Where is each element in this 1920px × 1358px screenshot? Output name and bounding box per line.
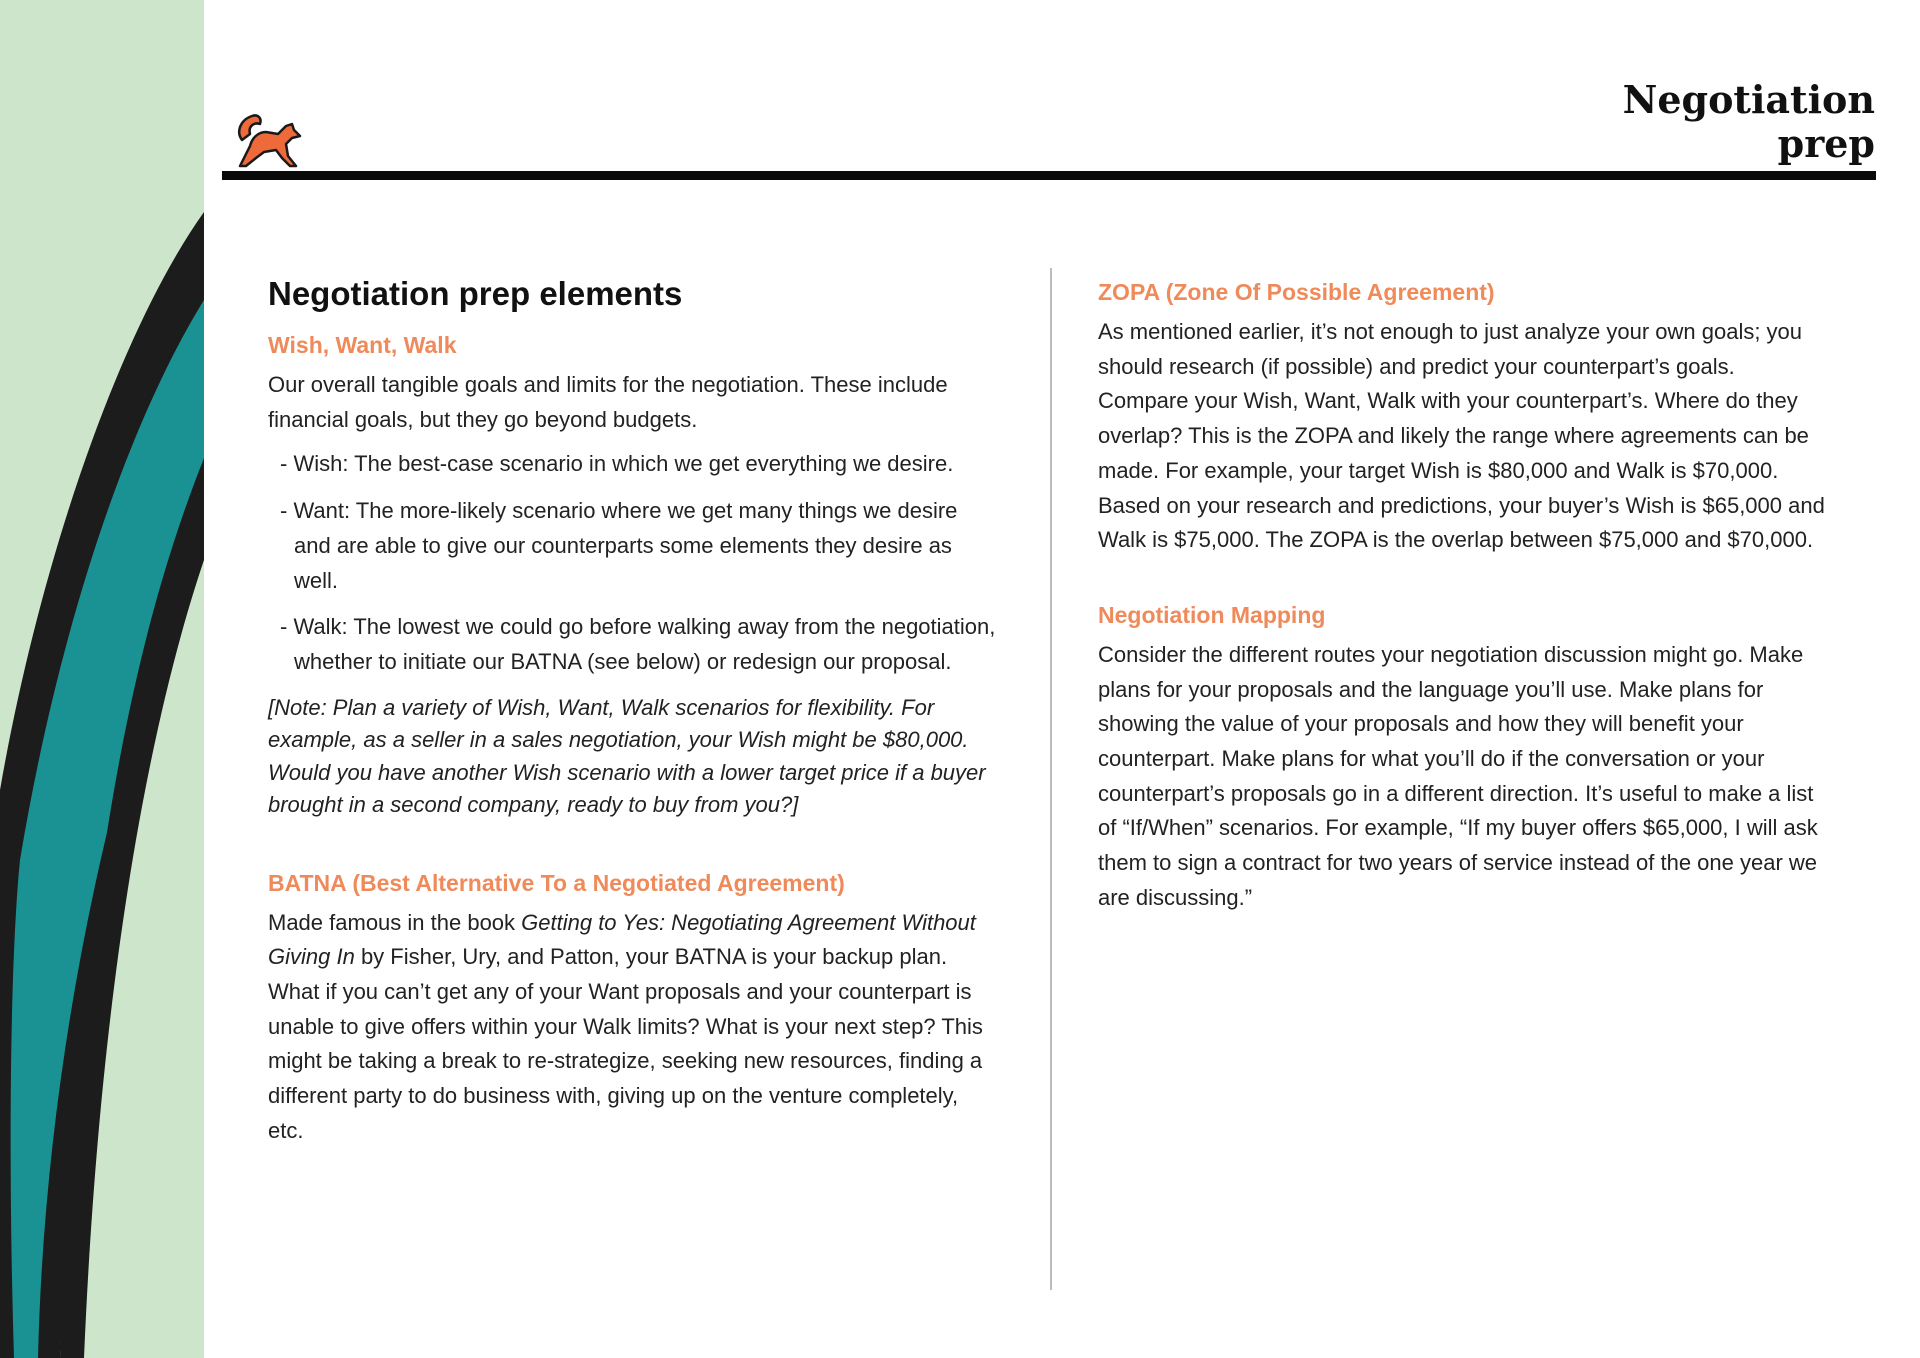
fox-icon: [232, 106, 304, 170]
column-divider: [1050, 268, 1052, 1290]
list-item: - Wish: The best-case scenario in which we get everything we desire.: [280, 451, 954, 477]
negotiation-mapping-heading: Negotiation Mapping: [1098, 601, 1326, 628]
batna-heading: BATNA (Best Alternative To a Negotiated Agreement): [268, 869, 845, 896]
batna-text-suffix: by Fisher, Ury, and Patton, your BATNA is your backup plan. What if you can’t get any of your Want proposals and your counterpart is unable to give offers within your Walk limits? What is your next step? This might be taking a break to re-strategize, seeking new resources, finding a different party to do business with, giving up on the venture completely, etc.: [268, 944, 983, 1143]
list-item: - Walk: The lowest we could go before walking away from the negotiation, whether to initiate our BATNA (see below) or redesign our proposal.: [280, 614, 996, 674]
page-title: Negotiation prep elements: [268, 275, 683, 312]
header-title-line2: prep: [1777, 121, 1875, 166]
zopa-heading: ZOPA (Zone Of Possible Agreement): [1098, 279, 1495, 305]
left-column: [268, 270, 998, 1149]
list-item: - Want: The more-likely scenario where we get many things we desire and are able to give our counterparts some elements they desire as well.: [280, 498, 958, 593]
batna-text: [268, 906, 998, 1149]
wish-want-walk-list: [268, 447, 998, 679]
header-title-line1: Negotiation: [1622, 77, 1875, 122]
header-title: [1623, 78, 1875, 166]
wish-want-walk-intro: Our overall tangible goals and limits for the negotiation. These include financial goals, but they go beyond budgets.: [268, 372, 948, 432]
batna-book-title: Getting to Yes: Negotiating Agreement Without Giving In: [268, 909, 976, 970]
right-column: [1098, 277, 1828, 916]
header-rule: [222, 171, 1876, 180]
wish-want-walk-note: [Note: Plan a variety of Wish, Want, Walk scenarios for flexibility. For example, as a seller in a sales negotiation, your Wish might be $80,000. Would you have another Wish scenario with a lower target price if a buyer brought in a second company, ready to buy from you?]: [268, 694, 986, 818]
negotiation-mapping-text: Consider the different routes your negotiation discussion might go. Make plans for your proposals and the language you’ll use. Make plans for showing the value of your proposals and how they will benefit your counterpart. Make plans for what you’ll do if the conversation or your counterpart’s proposals go in a different direction. It’s useful to make a list of “If/When” scenarios. For example, “If my buyer offers $65,000, I will ask them to sign a contract for two years of service instead of the one year we are discussing.”: [1098, 641, 1818, 910]
decorative-side-band: [0, 0, 204, 1358]
zopa-text: As mentioned earlier, it’s not enough to just analyze your own goals; you should research (if possible) and predict your counterpart’s goals. Compare your Wish, Want, Walk with your counterpart’s. Where do they overlap? This is the ZOPA and likely the range where agreements can be made. For example, your target Wish is $80,000 and Walk is $70,000. Based on your research and predictions, your buyer’s Wish is $65,000 and Walk is $75,000. The ZOPA is the overlap between $75,000 and $70,000.: [1098, 319, 1825, 553]
wish-want-walk-heading: Wish, Want, Walk: [268, 332, 457, 358]
batna-text-prefix: Made famous in the book: [268, 909, 522, 935]
